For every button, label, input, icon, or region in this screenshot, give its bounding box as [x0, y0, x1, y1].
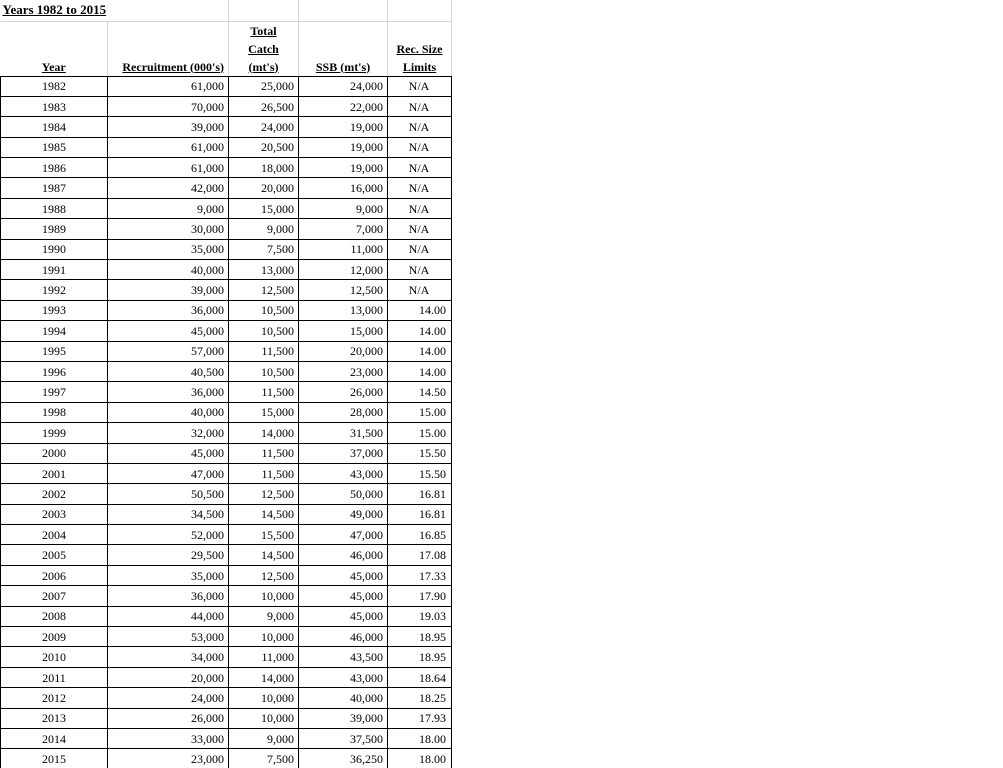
cell-total-catch[interactable]: 15,500	[229, 525, 299, 545]
cell-ssb[interactable]: 12,500	[299, 280, 388, 300]
cell-year[interactable]: 2012	[1, 688, 108, 708]
cell-year[interactable]: 1989	[1, 219, 108, 239]
cell-year[interactable]: 1996	[1, 361, 108, 381]
cell-ssb[interactable]: 24,000	[299, 76, 388, 96]
table-row	[1, 382, 452, 402]
table-row	[1, 239, 452, 259]
cell-ssb[interactable]: 40,000	[299, 688, 388, 708]
cell-recruitment[interactable]: 36,000	[108, 382, 229, 402]
cell-ssb[interactable]: 11,000	[299, 239, 388, 259]
cell-total-catch[interactable]: 20,500	[229, 137, 299, 157]
cell-year[interactable]: 2010	[1, 647, 108, 667]
cell-year[interactable]: 2011	[1, 667, 108, 687]
cell-ssb[interactable]: 47,000	[299, 525, 388, 545]
cell-ssb[interactable]: 50,000	[299, 484, 388, 504]
table-row	[1, 158, 452, 178]
cell-recruitment[interactable]: 20,000	[108, 667, 229, 687]
cell-total-catch[interactable]: 20,000	[229, 178, 299, 198]
cell-recruitment[interactable]: 35,000	[108, 565, 229, 585]
cell-size-limit[interactable]: N/A	[388, 178, 452, 198]
cell-recruitment[interactable]: 23,000	[108, 749, 229, 768]
cell-ssb[interactable]: 39,000	[299, 708, 388, 728]
header-total-catch[interactable]	[229, 21, 299, 76]
table-row	[1, 96, 452, 116]
cell-year[interactable]: 1997	[1, 382, 108, 402]
cell-recruitment[interactable]: 34,500	[108, 504, 229, 524]
cell-size-limit[interactable]: 18.64	[388, 667, 452, 687]
cell-total-catch[interactable]: 14,500	[229, 545, 299, 565]
header-row	[1, 21, 452, 76]
table-row	[1, 443, 452, 463]
cell-recruitment[interactable]: 61,000	[108, 76, 229, 96]
cell-total-catch[interactable]: 15,000	[229, 198, 299, 218]
table-row	[1, 341, 452, 361]
table-row	[1, 749, 452, 768]
cell-recruitment[interactable]: 34,000	[108, 647, 229, 667]
cell-recruitment[interactable]: 57,000	[108, 341, 229, 361]
cell-total-catch[interactable]: 9,000	[229, 606, 299, 626]
cell-size-limit[interactable]: 15.50	[388, 443, 452, 463]
empty-cell[interactable]	[229, 0, 299, 21]
sheet-title: Years 1982 to 2015	[2, 2, 107, 18]
cell-size-limit[interactable]: 18.95	[388, 647, 452, 667]
cell-ssb[interactable]: 16,000	[299, 178, 388, 198]
cell-year[interactable]: 1988	[1, 198, 108, 218]
cell-ssb[interactable]: 43,000	[299, 463, 388, 483]
cell-recruitment[interactable]: 47,000	[108, 463, 229, 483]
table-row	[1, 402, 452, 422]
cell-total-catch[interactable]: 12,500	[229, 484, 299, 504]
cell-recruitment[interactable]: 40,000	[108, 402, 229, 422]
header-total-catch-line3: (mt's)	[248, 59, 279, 74]
cell-size-limit[interactable]: N/A	[388, 117, 452, 137]
table-row	[1, 321, 452, 341]
header-size-line1: Rec. Size	[396, 41, 443, 56]
table-row	[1, 361, 452, 381]
cell-total-catch[interactable]: 14,500	[229, 504, 299, 524]
cell-total-catch[interactable]: 11,500	[229, 341, 299, 361]
empty-cell[interactable]	[299, 0, 388, 21]
cell-ssb[interactable]: 45,000	[299, 565, 388, 585]
cell-ssb[interactable]: 13,000	[299, 300, 388, 320]
cell-recruitment[interactable]: 9,000	[108, 198, 229, 218]
cell-recruitment[interactable]: 29,500	[108, 545, 229, 565]
cell-recruitment[interactable]: 35,000	[108, 239, 229, 259]
cell-ssb[interactable]: 46,000	[299, 627, 388, 647]
header-total-catch-line1: Total	[250, 23, 277, 38]
table-row	[1, 525, 452, 545]
cell-size-limit[interactable]: 16.85	[388, 525, 452, 545]
cell-ssb[interactable]: 45,000	[299, 606, 388, 626]
cell-ssb[interactable]: 45,000	[299, 586, 388, 606]
cell-year[interactable]: 2007	[1, 586, 108, 606]
cell-size-limit[interactable]: 17.08	[388, 545, 452, 565]
cell-size-limit[interactable]: 15.00	[388, 402, 452, 422]
table-row	[1, 729, 452, 749]
table-row	[1, 688, 452, 708]
cell-size-limit[interactable]: 18.00	[388, 749, 452, 768]
table-row	[1, 76, 452, 96]
cell-recruitment[interactable]: 24,000	[108, 688, 229, 708]
cell-ssb[interactable]: 49,000	[299, 504, 388, 524]
cell-total-catch[interactable]: 14,000	[229, 667, 299, 687]
cell-year[interactable]: 2002	[1, 484, 108, 504]
cell-ssb[interactable]: 26,000	[299, 382, 388, 402]
cell-ssb[interactable]: 37,500	[299, 729, 388, 749]
cell-year[interactable]: 2015	[1, 749, 108, 768]
table-row	[1, 300, 452, 320]
table-row	[1, 504, 452, 524]
cell-recruitment[interactable]: 45,000	[108, 443, 229, 463]
cell-total-catch[interactable]: 11,500	[229, 463, 299, 483]
cell-size-limit[interactable]: 14.00	[388, 300, 452, 320]
cell-recruitment[interactable]: 45,000	[108, 321, 229, 341]
cell-ssb[interactable]: 19,000	[299, 158, 388, 178]
cell-year[interactable]: 1991	[1, 260, 108, 280]
cell-ssb[interactable]: 20,000	[299, 341, 388, 361]
table-row	[1, 606, 452, 626]
header-total-catch-line2: Catch	[248, 41, 279, 56]
cell-size-limit[interactable]: 16.81	[388, 484, 452, 504]
cell-size-limit[interactable]: 18.00	[388, 729, 452, 749]
cell-recruitment[interactable]: 52,000	[108, 525, 229, 545]
cell-year[interactable]: 2003	[1, 504, 108, 524]
cell-year[interactable]: 1984	[1, 117, 108, 137]
cell-year[interactable]: 2008	[1, 606, 108, 626]
empty-cell[interactable]	[388, 0, 452, 21]
header-ssb[interactable]: SSB (mt's)	[299, 21, 388, 76]
cell-total-catch[interactable]: 9,000	[229, 219, 299, 239]
cell-year[interactable]: 2000	[1, 443, 108, 463]
header-size-limits[interactable]	[388, 21, 452, 76]
cell-size-limit[interactable]: 14.00	[388, 361, 452, 381]
cell-ssb[interactable]: 46,000	[299, 545, 388, 565]
cell-year[interactable]: 1995	[1, 341, 108, 361]
cell-size-limit[interactable]: 14.00	[388, 341, 452, 361]
cell-total-catch[interactable]: 12,500	[229, 280, 299, 300]
cell-size-limit[interactable]: N/A	[388, 137, 452, 157]
cell-recruitment[interactable]: 44,000	[108, 606, 229, 626]
cell-total-catch[interactable]: 12,500	[229, 565, 299, 585]
cell-recruitment[interactable]: 61,000	[108, 158, 229, 178]
cell-year[interactable]: 2004	[1, 525, 108, 545]
cell-recruitment[interactable]: 36,000	[108, 586, 229, 606]
table-row	[1, 565, 452, 585]
cell-recruitment[interactable]: 40,000	[108, 260, 229, 280]
cell-size-limit[interactable]: 14.50	[388, 382, 452, 402]
cell-recruitment[interactable]: 32,000	[108, 423, 229, 443]
cell-recruitment[interactable]: 50,500	[108, 484, 229, 504]
cell-recruitment[interactable]: 61,000	[108, 137, 229, 157]
table-row	[1, 117, 452, 137]
cell-size-limit[interactable]: 15.00	[388, 423, 452, 443]
table-row	[1, 219, 452, 239]
cell-year[interactable]: 1999	[1, 423, 108, 443]
cell-recruitment[interactable]: 39,000	[108, 280, 229, 300]
cell-size-limit[interactable]: N/A	[388, 198, 452, 218]
cell-total-catch[interactable]: 11,500	[229, 443, 299, 463]
cell-year[interactable]: 1994	[1, 321, 108, 341]
cell-size-limit[interactable]: 14.00	[388, 321, 452, 341]
cell-ssb[interactable]: 31,500	[299, 423, 388, 443]
cell-size-limit[interactable]: 17.93	[388, 708, 452, 728]
table-row	[1, 627, 452, 647]
cell-total-catch[interactable]: 10,500	[229, 321, 299, 341]
title-cell[interactable]	[1, 0, 229, 21]
cell-total-catch[interactable]: 10,500	[229, 300, 299, 320]
table-row	[1, 463, 452, 483]
cell-ssb[interactable]: 37,000	[299, 443, 388, 463]
cell-total-catch[interactable]: 13,000	[229, 260, 299, 280]
cell-year[interactable]: 1987	[1, 178, 108, 198]
cell-year[interactable]: 1998	[1, 402, 108, 422]
cell-total-catch[interactable]: 10,000	[229, 688, 299, 708]
data-table	[0, 0, 452, 768]
cell-ssb[interactable]: 22,000	[299, 96, 388, 116]
cell-total-catch[interactable]: 18,000	[229, 158, 299, 178]
table-row	[1, 178, 452, 198]
header-year[interactable]: Year	[1, 21, 108, 76]
cell-year[interactable]: 1990	[1, 239, 108, 259]
cell-size-limit[interactable]: 15.50	[388, 463, 452, 483]
cell-recruitment[interactable]: 42,000	[108, 178, 229, 198]
cell-year[interactable]: 2006	[1, 565, 108, 585]
cell-total-catch[interactable]: 10,000	[229, 708, 299, 728]
cell-ssb[interactable]: 36,250	[299, 749, 388, 768]
table-body	[1, 76, 452, 768]
cell-size-limit[interactable]: 17.90	[388, 586, 452, 606]
cell-size-limit[interactable]: N/A	[388, 76, 452, 96]
cell-year[interactable]: 1985	[1, 137, 108, 157]
table-row	[1, 586, 452, 606]
cell-total-catch[interactable]: 25,000	[229, 76, 299, 96]
cell-total-catch[interactable]: 14,000	[229, 423, 299, 443]
cell-size-limit[interactable]: N/A	[388, 96, 452, 116]
cell-year[interactable]: 1983	[1, 96, 108, 116]
cell-year[interactable]: 1982	[1, 76, 108, 96]
cell-recruitment[interactable]: 53,000	[108, 627, 229, 647]
cell-recruitment[interactable]: 33,000	[108, 729, 229, 749]
cell-ssb[interactable]: 43,000	[299, 667, 388, 687]
cell-ssb[interactable]: 19,000	[299, 137, 388, 157]
cell-ssb[interactable]: 15,000	[299, 321, 388, 341]
cell-total-catch[interactable]: 10,000	[229, 586, 299, 606]
header-recruitment[interactable]: Recruitment (000's)	[108, 21, 229, 76]
cell-recruitment[interactable]: 40,500	[108, 361, 229, 381]
cell-year[interactable]: 2001	[1, 463, 108, 483]
cell-total-catch[interactable]: 11,500	[229, 382, 299, 402]
cell-recruitment[interactable]: 30,000	[108, 219, 229, 239]
cell-year[interactable]: 1993	[1, 300, 108, 320]
cell-total-catch[interactable]: 7,500	[229, 749, 299, 768]
cell-ssb[interactable]: 12,000	[299, 260, 388, 280]
cell-ssb[interactable]: 43,500	[299, 647, 388, 667]
cell-year[interactable]: 2014	[1, 729, 108, 749]
cell-size-limit[interactable]: 17.33	[388, 565, 452, 585]
cell-recruitment[interactable]: 39,000	[108, 117, 229, 137]
cell-total-catch[interactable]: 10,000	[229, 627, 299, 647]
cell-size-limit[interactable]: N/A	[388, 239, 452, 259]
cell-recruitment[interactable]: 26,000	[108, 708, 229, 728]
table-row	[1, 708, 452, 728]
cell-year[interactable]: 1986	[1, 158, 108, 178]
cell-ssb[interactable]: 23,000	[299, 361, 388, 381]
cell-recruitment[interactable]: 36,000	[108, 300, 229, 320]
cell-total-catch[interactable]: 7,500	[229, 239, 299, 259]
cell-size-limit[interactable]: 16.81	[388, 504, 452, 524]
cell-year[interactable]: 2009	[1, 627, 108, 647]
table-row	[1, 137, 452, 157]
table-row	[1, 667, 452, 687]
table-row	[1, 647, 452, 667]
header-size-line2: Limits	[402, 59, 437, 74]
cell-size-limit[interactable]: N/A	[388, 158, 452, 178]
cell-size-limit[interactable]: 19.03	[388, 606, 452, 626]
cell-total-catch[interactable]: 9,000	[229, 729, 299, 749]
cell-size-limit[interactable]: N/A	[388, 260, 452, 280]
cell-recruitment[interactable]: 70,000	[108, 96, 229, 116]
table-row	[1, 423, 452, 443]
cell-ssb[interactable]: 7,000	[299, 219, 388, 239]
cell-ssb[interactable]: 19,000	[299, 117, 388, 137]
cell-size-limit[interactable]: 18.25	[388, 688, 452, 708]
table-row	[1, 280, 452, 300]
cell-ssb[interactable]: 28,000	[299, 402, 388, 422]
cell-size-limit[interactable]: 18.95	[388, 627, 452, 647]
spreadsheet	[0, 0, 451, 768]
cell-year[interactable]: 2005	[1, 545, 108, 565]
cell-size-limit[interactable]: N/A	[388, 280, 452, 300]
cell-size-limit[interactable]: N/A	[388, 219, 452, 239]
table-row	[1, 484, 452, 504]
cell-total-catch[interactable]: 24,000	[229, 117, 299, 137]
cell-ssb[interactable]: 9,000	[299, 198, 388, 218]
table-row	[1, 198, 452, 218]
cell-total-catch[interactable]: 10,500	[229, 361, 299, 381]
cell-total-catch[interactable]: 11,000	[229, 647, 299, 667]
table-row	[1, 545, 452, 565]
table-row	[1, 260, 452, 280]
cell-total-catch[interactable]: 26,500	[229, 96, 299, 116]
cell-total-catch[interactable]: 15,000	[229, 402, 299, 422]
cell-year[interactable]: 1992	[1, 280, 108, 300]
title-row	[1, 0, 452, 21]
cell-year[interactable]: 2013	[1, 708, 108, 728]
